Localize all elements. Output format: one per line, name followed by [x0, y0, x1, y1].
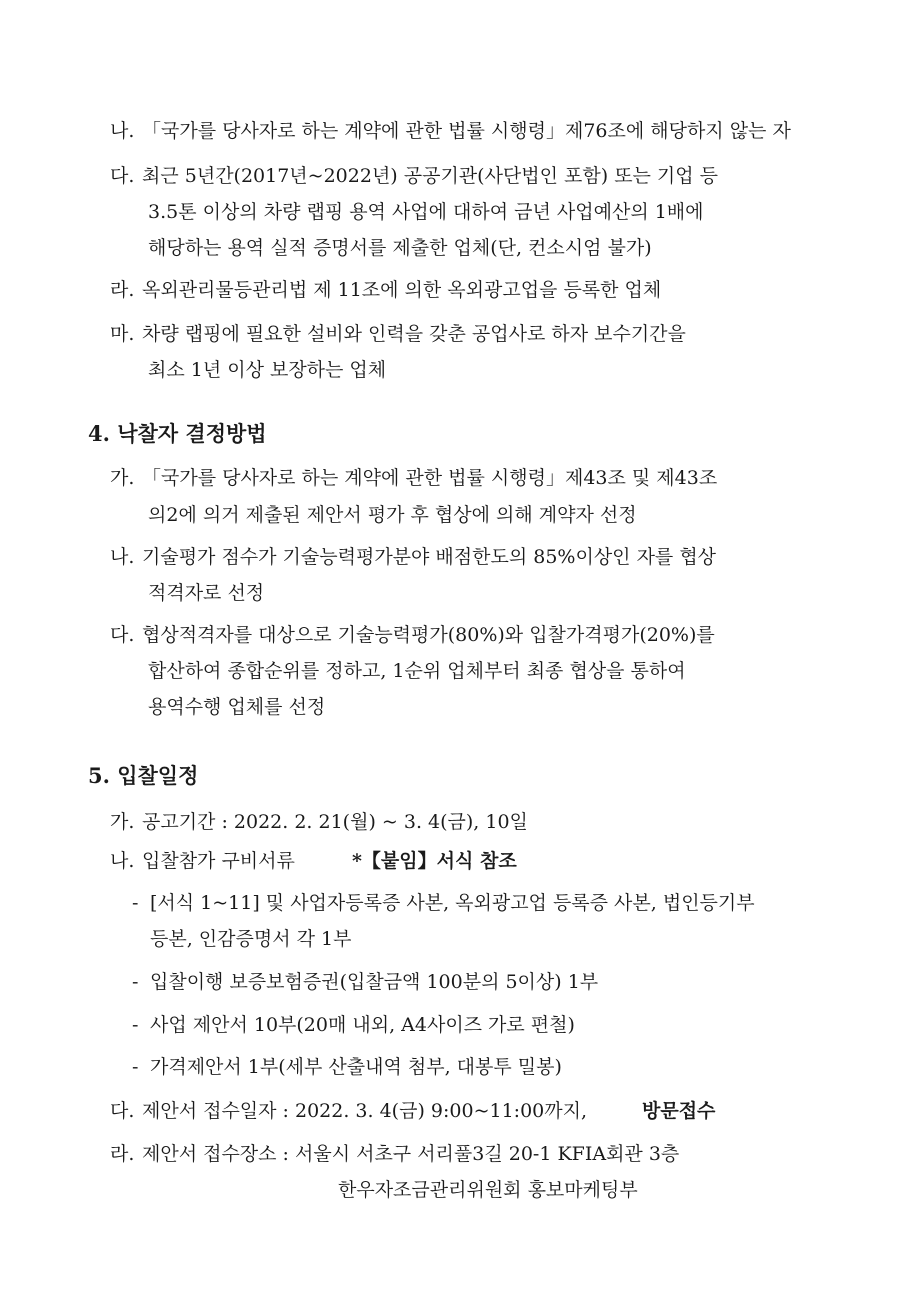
reference-note: *【붙임】서식 참조: [352, 850, 517, 872]
list-marker: 가.: [110, 467, 135, 489]
list-text: 적격자로 선정: [148, 582, 265, 604]
list-text: 협상적격자를 대상으로 기술능력평가(80%)와 입찰가격평가(20%)를: [142, 624, 715, 646]
list-marker: 나.: [110, 546, 135, 568]
bullet-dash: -: [132, 1056, 139, 1078]
list-text: 기술평가 점수가 기술능력평가분야 배점한도의 85%이상인 자를 협상: [142, 546, 717, 568]
section-heading: 4. 낙찰자 결정방법: [88, 421, 267, 446]
list-marker: 다.: [110, 165, 135, 187]
list-text: [서식 1~11] 및 사업자등록증 사본, 옥외광고업 등록증 사본, 법인등기부: [150, 892, 755, 914]
list-text: 제안서 접수일자 : 2022. 3. 4(금) 9:00~11:00까지,: [142, 1100, 587, 1122]
list-text: 제안서 접수장소 : 서울시 서초구 서리풀3길 20-1 KFIA회관 3층: [142, 1143, 680, 1165]
list-text: 용역수행 업체를 선정: [148, 696, 326, 718]
list-marker: 라.: [110, 1143, 135, 1165]
list-text: 합산하여 종합순위를 정하고, 1순위 업체부터 최종 협상을 통하여: [148, 660, 686, 682]
list-marker: 마.: [110, 323, 135, 345]
list-text: 「국가를 당사자로 하는 계약에 관한 법률 시행령」제76조에 해당하지 않는 자: [142, 120, 791, 142]
bullet-dash: -: [132, 1014, 139, 1036]
list-text: 최소 1년 이상 보장하는 업체: [148, 359, 387, 381]
list-marker: 나.: [110, 850, 135, 872]
list-text: 해당하는 용역 실적 증명서를 제출한 업체(단, 컨소시엄 불가): [148, 237, 652, 259]
list-marker: 다.: [110, 624, 135, 646]
list-text: 가격제안서 1부(세부 산출내역 첨부, 대봉투 밀봉): [150, 1056, 562, 1078]
list-text: 입찰참가 구비서류: [142, 850, 295, 872]
list-text: 3.5톤 이상의 차량 랩핑 용역 사업에 대하여 금년 사업예산의 1배에: [148, 201, 704, 223]
list-text: 옥외관리물등관리법 제 11조에 의한 옥외광고업을 등록한 업체: [142, 279, 662, 301]
list-text: 차량 랩핑에 필요한 설비와 인력을 갖춘 공업사로 하자 보수기간을: [142, 323, 686, 345]
list-text: 공고기간 : 2022. 2. 21(월) ~ 3. 4(금), 10일: [142, 811, 528, 833]
bullet-dash: -: [132, 892, 139, 914]
list-text: 「국가를 당사자로 하는 계약에 관한 법률 시행령」제43조 및 제43조: [142, 467, 718, 489]
list-marker: 가.: [110, 811, 135, 833]
section-heading: 5. 입찰일정: [88, 763, 199, 788]
bullet-dash: -: [132, 971, 139, 993]
list-marker: 나.: [110, 120, 135, 142]
visit-receipt-label: 방문접수: [642, 1100, 716, 1122]
list-marker: 다.: [110, 1100, 135, 1122]
list-text: 한우자조금관리위원회 홍보마케팅부: [338, 1179, 638, 1201]
list-text: 의2에 의거 제출된 제안서 평가 후 협상에 의해 계약자 선정: [148, 504, 637, 526]
list-marker: 라.: [110, 279, 135, 301]
list-text: 사업 제안서 10부(20매 내외, A4사이즈 가로 편철): [150, 1014, 575, 1036]
list-text: 등본, 인감증명서 각 1부: [150, 928, 352, 950]
list-text: 입찰이행 보증보험증권(입찰금액 100분의 5이상) 1부: [150, 971, 599, 993]
list-text: 최근 5년간(2017년~2022년) 공공기관(사단법인 포함) 또는 기업 등: [142, 165, 719, 187]
